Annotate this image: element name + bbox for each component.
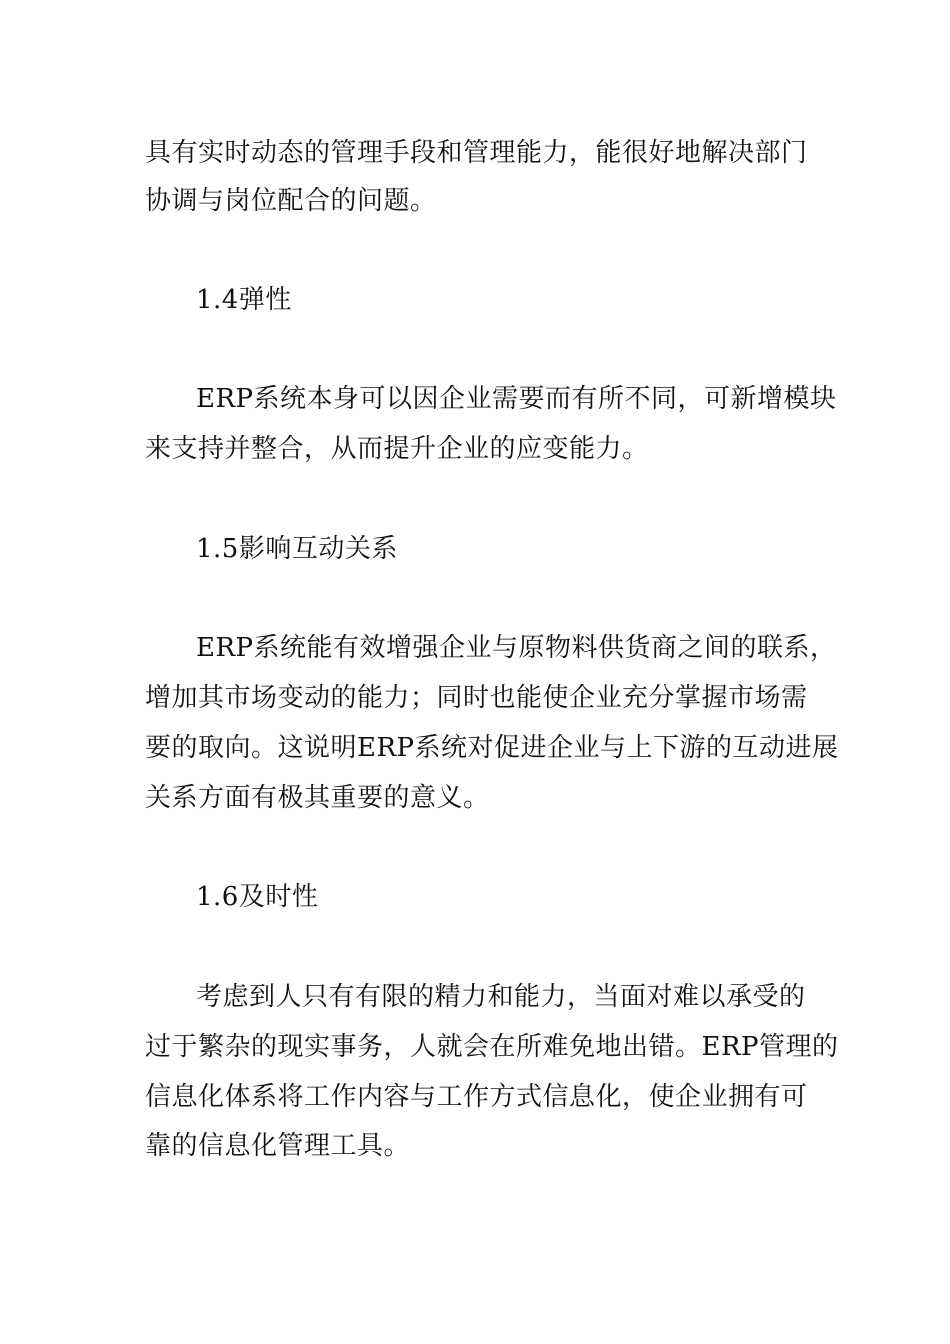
section-heading-1-5: 1.5影响互动关系 [196,534,398,564]
paragraph-1-6-line-2: 过于繁杂的现实事务，人就会在所难免地出错。ERP管理的 [145,1032,839,1062]
paragraph-1-6-line-3: 信息化体系将工作内容与工作方式信息化，使企业拥有可 [145,1082,808,1112]
section-heading-1-6: 1.6及时性 [196,882,319,912]
paragraph-1-5-line-2: 增加其市场变动的能力；同时也能使企业充分掌握市场需 [145,683,808,713]
paragraph-intro-line-2: 协调与岗位配合的问题。 [145,186,437,216]
paragraph-1-6-line-1: 考虑到人只有有限的精力和能力，当面对难以承受的 [196,982,806,1012]
paragraph-1-5-line-1: ERP系统能有效增强企业与原物料供货商之间的联系， [196,633,837,663]
paragraph-1-4-line-1: ERP系统本身可以因企业需要而有所不同，可新增模块 [196,384,837,414]
paragraph-1-6-line-4: 靠的信息化管理工具。 [145,1131,411,1161]
paragraph-1-5-line-3: 要的取向。这说明ERP系统对促进企业与上下游的互动进展 [145,733,839,763]
section-heading-1-4: 1.4弹性 [196,285,292,315]
paragraph-1-4-line-2: 来支持并整合，从而提升企业的应变能力。 [145,434,649,464]
paragraph-1-5-line-4: 关系方面有极其重要的意义。 [145,783,490,813]
paragraph-intro-line-1: 具有实时动态的管理手段和管理能力，能很好地解决部门 [145,138,808,168]
